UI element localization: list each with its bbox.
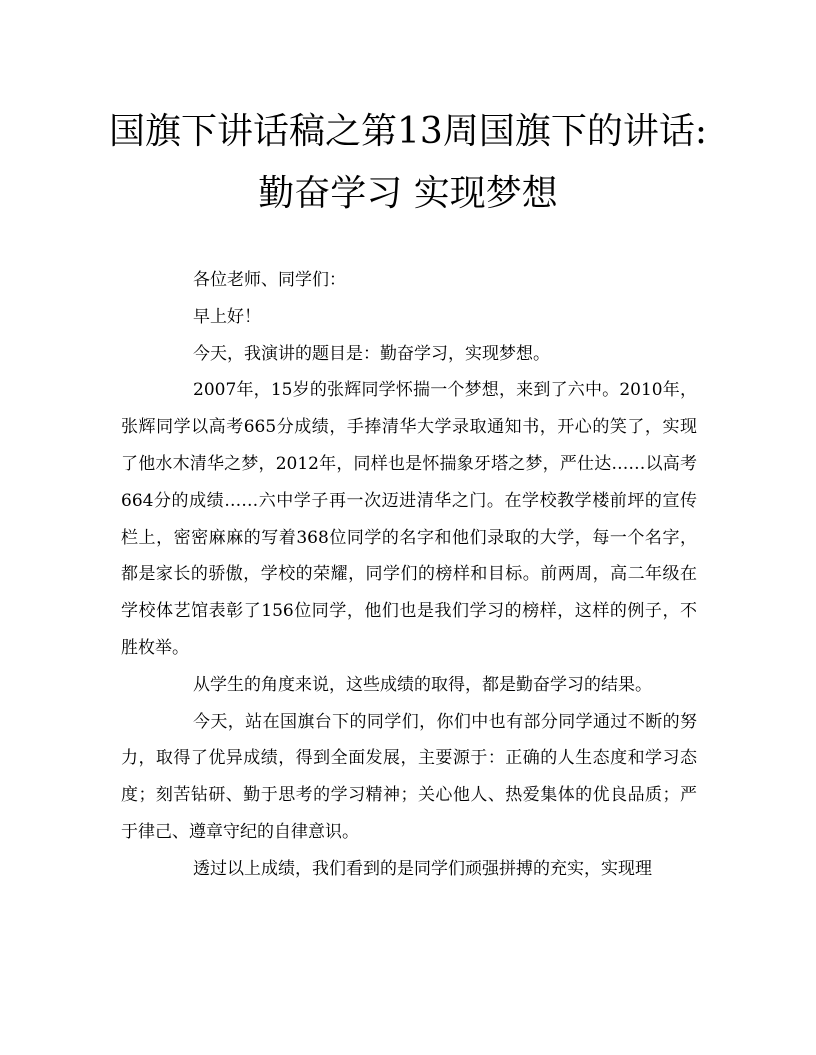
paragraph-student-perspective: 从学生的角度来说，这些成绩的取得，都是勤奋学习的结果。 — [193, 674, 652, 695]
document-title-line-2: 勤奋学习 实现梦想 — [258, 173, 558, 214]
paragraph-greeting: 各位老师、同学们： — [193, 270, 346, 290]
paragraph-topic: 今天，我演讲的题目是：勤奋学习，实现梦想。 — [193, 343, 550, 364]
paragraph-achievements: 今天，站在国旗台下的同学们，你们中也有部分同学通过不断的努力，取得了优异成绩，得到全面发展，主要源于：正确的人生态度和学习态度；刻苦钻研、勤于思考的学习精神；关心他人、热爱集体的优良品质；严于律己、遵章守纪的自律意识。 — [121, 711, 697, 842]
paragraph-examples: 2007年，15岁的张辉同学怀揣一个梦想，来到了六中。2010年，张辉同学以高考665分成绩，手捧清华大学录取通知书，开心的笑了，实现了他水木清华之梦，2012年，同样也是怀揣象牙塔之梦，严仕达……以高考664分的成绩……六中学子再一次迈进清华之门。在学校教学楼前坪的宣传栏上，密密麻麻的写着368位同学的名字和他们录取的大学，每一个名字，都是家长的骄傲，学校的荣耀，同学们的榜样和目标。前两周，高二年级在学校体艺馆表彰了156位同学，他们也是我们学习的榜样，这样的例子，不胜枚举。 — [121, 380, 697, 658]
document-body — [121, 262, 697, 888]
paragraph-conclusion-start: 透过以上成绩，我们看到的是同学们顽强拼搏的充实，实现理 — [193, 858, 652, 879]
paragraph-good-morning: 早上好！ — [193, 306, 261, 327]
document-title-line-1: 国旗下讲话稿之第13周国旗下的讲话: — [109, 111, 707, 152]
